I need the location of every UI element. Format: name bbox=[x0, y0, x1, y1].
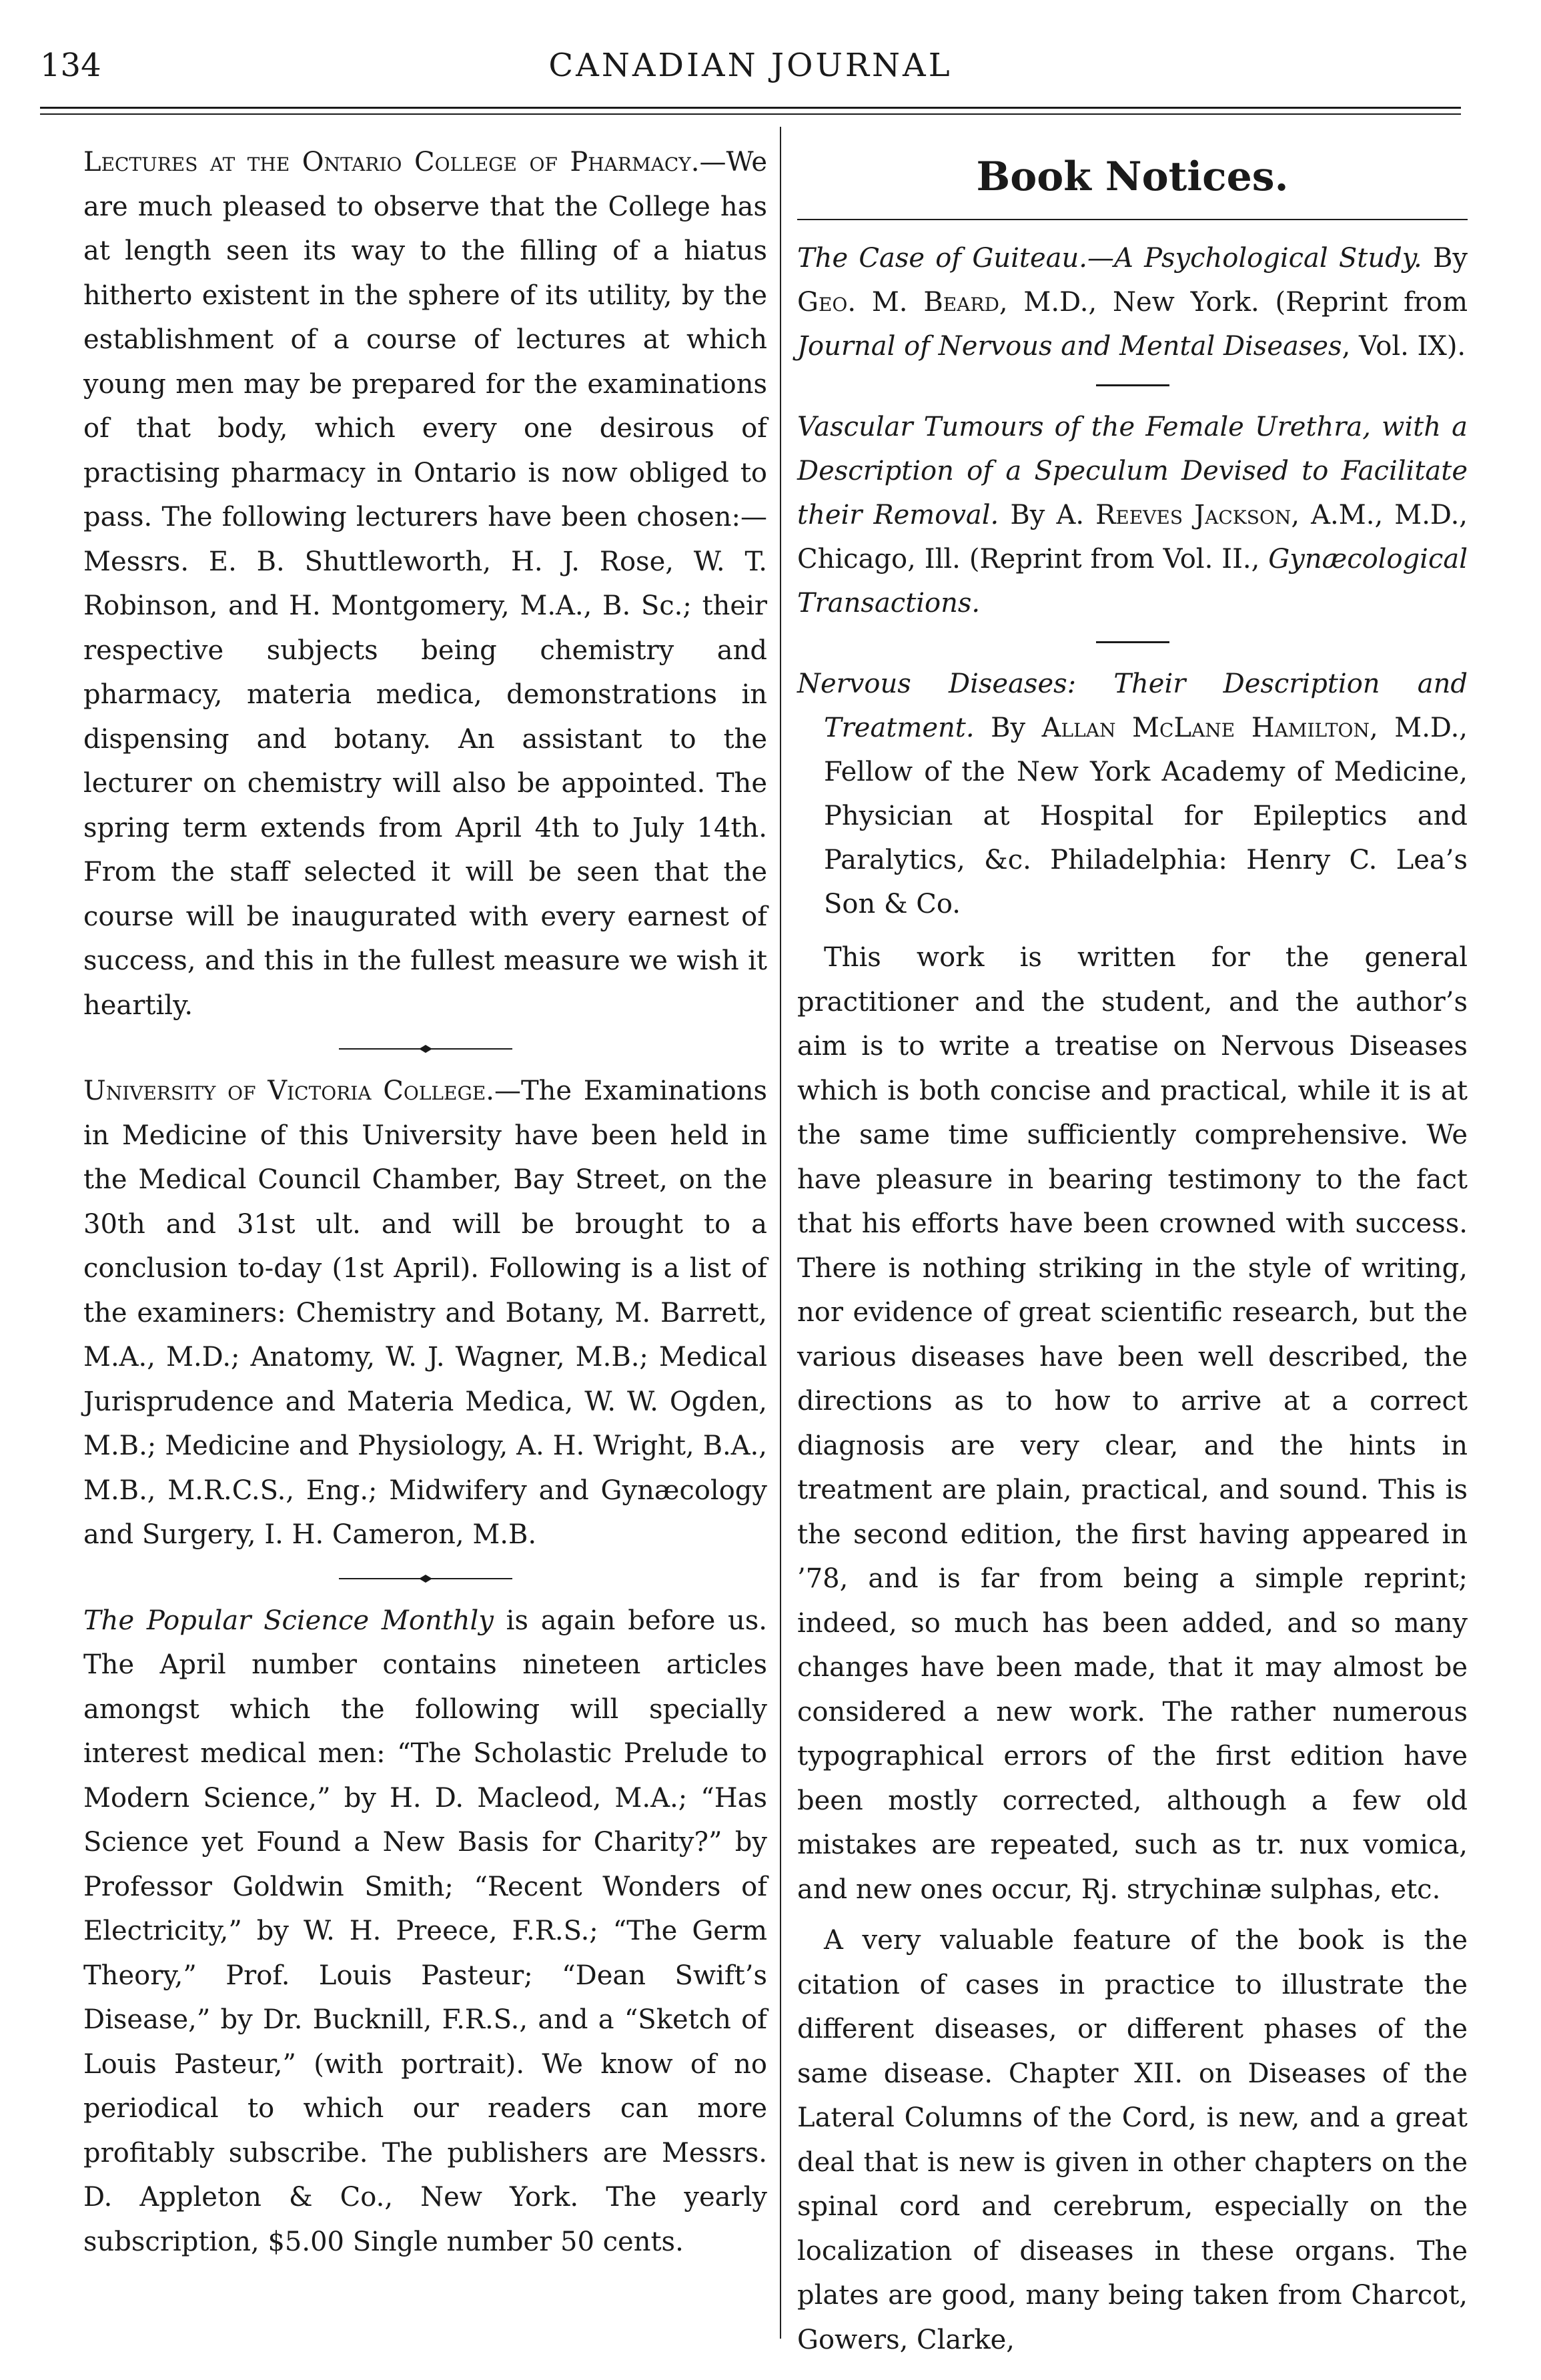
notice-end: , Vol. IX). bbox=[1342, 331, 1466, 362]
notice-author: Geo. M. Beard bbox=[797, 287, 999, 318]
page-header bbox=[40, 47, 1461, 100]
victoria-body: —The Examinations in Medicine of this University have been held in the Medical Council Chamber, Bay Street, on the 30th and 31st ult. and will be brought to a conclusion to-day (1st April). Following is a list of the examiners: Chemistry and Botany, M. Barrett, M.A., M.D.; Anatomy, W. J. Wagner, M.B.; Medical Jurisprudence and Materia Medica, W. W. Ogden, M.B.; Medicine and Physiology, A. H. Wright, B.A., M.B., M.R.C.S., Eng.; Midwifery and Gynæcology and Surgery, I. H. Cameron, M.B. bbox=[83, 1076, 767, 1550]
notice-details: , M.D., Fellow of the New York Academy of Medicine, Physician at Hospital for Epileptics and Paralytics, &c. Philadelphia: Henry C. Lea’s Son & Co. bbox=[824, 713, 1468, 919]
section-title-rule bbox=[797, 219, 1468, 220]
left-column bbox=[83, 140, 767, 2264]
lectures-paragraph bbox=[83, 140, 767, 1028]
notice-details: , M.D., New York. (Reprint from bbox=[999, 287, 1468, 318]
column-divider bbox=[780, 127, 781, 2339]
notice-details: , A.M., M.D., Chicago, Ill. (Reprint from Vol. II., bbox=[797, 500, 1468, 574]
notice-author: Allan McLane Hamilton bbox=[1041, 713, 1370, 743]
header-rule-thick bbox=[40, 107, 1461, 109]
notice-title: Vascular Tumours of the Female Urethra, with a Description of a Speculum Devised to Facilitate their Removal. bbox=[797, 412, 1468, 530]
page-number: 134 bbox=[40, 47, 101, 84]
notice-separator bbox=[1096, 641, 1169, 643]
running-head: CANADIAN JOURNAL bbox=[548, 47, 953, 84]
section-ornament bbox=[339, 1044, 512, 1054]
notice-journal: Journal of Nervous and Mental Diseases bbox=[797, 331, 1342, 362]
victoria-paragraph bbox=[83, 1069, 767, 1557]
notice-title: Nervous Diseases: Their Description and Treatment. bbox=[797, 669, 1468, 743]
notice-title: The Case of Guiteau.—A Psychological Study. bbox=[797, 243, 1422, 274]
book-notice-nervous bbox=[797, 662, 1468, 926]
book-notice-vascular bbox=[797, 405, 1468, 625]
popular-science-title: The Popular Science Monthly bbox=[83, 1605, 494, 1636]
book-notices-title: Book Notices. bbox=[976, 153, 1289, 200]
lectures-heading: Lectures at the Ontario College of Pharmacy. bbox=[83, 147, 700, 177]
lectures-body: —We are much pleased to observe that the College has at length seen its way to the filling of a hiatus hitherto existent in the sphere of its utility, by the establishment of a course of lectures at which young men may be prepared for the examinations of that body, which every one desirous of practising pharmacy in Ontario is now obliged to pass. The following lecturers have been chosen:—Messrs. E. B. Shuttleworth, H. J. Rose, W. T. Robinson, and H. Montgomery, M.A., B. Sc.; their respective subjects being chemistry and pharmacy, materia medica, demonstrations in dispensing and botany. An assistant to the lecturer on chemistry will also be appointed. The spring term extends from April 4th to July 14th. From the staff selected it will be seen that the course will be inaugurated with every earnest of success, and this in the fullest measure we wish it heartily. bbox=[83, 147, 767, 1021]
review-paragraph-2: A very valuable feature of the book is the citation of cases in practice to illustrate the different diseases, or different phases of the same disease. Chapter XII. on Diseases of the Lateral Columns of the Cord, is new, and a great deal that is new is given in other chapters on the spinal cord and cerebrum, especially on the localization of diseases in these organs. The plates are good, many being taken from Charcot, Gowers, Clarke, bbox=[797, 1925, 1468, 2355]
notice-by: By bbox=[999, 500, 1057, 530]
notice-separator bbox=[1096, 384, 1169, 386]
section-ornament bbox=[339, 1573, 512, 1584]
right-column bbox=[797, 140, 1468, 2362]
notice-journal: Gynæcological Transactions. bbox=[797, 544, 1468, 619]
notice-by: By bbox=[974, 713, 1042, 743]
review-paragraph-1: This work is written for the general practitioner and the student, and the author’s aim is to write a treatise on Nervous Diseases which is both concise and practical, while it is at the same time sufficiently comprehensive. We have pleasure in bearing testimony to the fact that his efforts have been crowned with success. There is nothing striking in the style of writing, nor evidence of great scientific research, but the various diseases have been well described, the directions as to how to arrive at a correct diagnosis are very clear, and the hints in treatment are plain, practical, and sound. This is the second edition, the first having appeared in ’78, and is far from being a simple reprint; indeed, so much has been added, and so many changes have been made, that it may almost be considered a new work. The rather numerous typographical errors of the first edition have been mostly corrected, although a few old mistakes are repeated, such as tr. nux vomica, and new ones occur, Rj. strychinæ sulphas, etc. bbox=[797, 942, 1468, 1905]
popular-science-paragraph bbox=[83, 1599, 767, 2265]
victoria-heading: University of Victoria College. bbox=[83, 1076, 494, 1106]
popular-science-body: is again before us. The April number contains nineteen articles amongst which the following will specially interest medical men: “The Scholastic Prelude to Modern Science,” by H. D. Macleod, M.A.; “Has Science yet Found a New Basis for Charity?” by Professor Goldwin Smith; “Recent Wonders of Electricity,” by W. H. Preece, F.R.S.; “The Germ Theory,” Prof. Louis Pasteur; “Dean Swift’s Disease,” by Dr. Bucknill, F.R.S., and a “Sketch of Louis Pasteur,” (with portrait). We know of no periodical to which our readers can more profitably subscribe. The publishers are Messrs. D. Appleton & Co., New York. The yearly subscription, $5.00 Single number 50 cents. bbox=[83, 1605, 767, 2257]
book-notice-guiteau bbox=[797, 236, 1468, 368]
notice-author: A. Reeves Jackson bbox=[1056, 500, 1292, 530]
header-rule-thin bbox=[40, 113, 1461, 115]
notice-by: By bbox=[1422, 243, 1468, 274]
